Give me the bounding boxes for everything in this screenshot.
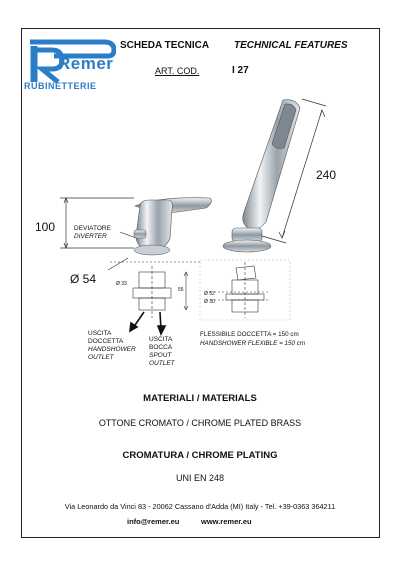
flexible-note-en: HANDSHOWER FLEXIBLE = 150 cm: [200, 340, 306, 347]
article-code: I 27: [232, 65, 249, 76]
materials-value: OTTONE CROMATO / CHROME PLATED BRASS: [98, 418, 302, 428]
diameter-leader: [108, 258, 128, 270]
shower-length-dimension: 240: [316, 168, 337, 182]
spout-it-line2: BOCCA: [149, 344, 173, 351]
plating-title: CROMATURA / CHROME PLATING: [122, 450, 278, 461]
brand-subtitle: RUBINETTERIE: [24, 81, 97, 91]
mixer-photo: [134, 198, 211, 255]
flexible-note: [200, 330, 305, 348]
diverter-label-it: DEVIATORE: [74, 225, 111, 232]
handshower-en-line2: OUTLET: [88, 354, 114, 361]
handshower-it-line2: DOCCETTA: [88, 338, 124, 345]
footer-website[interactable]: www.remer.eu: [201, 517, 252, 526]
title-italian: SCHEDA TECNICA: [120, 40, 210, 51]
diverter-leader: [120, 232, 136, 238]
height-55-mark: 55: [178, 287, 184, 293]
spout-en-line1: SPOUT: [149, 352, 172, 359]
diameter-52-mark: Ø 52: [204, 291, 215, 297]
brand-name: Remer: [58, 54, 114, 73]
materials-title: MATERIALI / MATERIALS: [143, 393, 257, 404]
diverter-label: [74, 225, 111, 241]
spout-en-line2: OUTLET: [149, 360, 175, 367]
diameter-dimension: Ø 54: [70, 272, 97, 286]
footer-email[interactable]: info@remer.eu: [127, 517, 180, 526]
flexible-note-it: FLESSIBILE DOCCETTA = 150 cm: [200, 331, 299, 338]
diameter-33-mark: Ø 33: [116, 281, 127, 287]
handshower-photo: [223, 100, 300, 252]
handshower-outlet-label: [88, 330, 136, 362]
plating-value: UNI EN 248: [175, 473, 225, 483]
handshower-it-line1: USCITA: [88, 330, 112, 337]
height-dimension: 100: [35, 220, 56, 234]
title-english: TECHNICAL FEATURES: [234, 40, 348, 51]
article-label: ART. COD.: [155, 66, 200, 76]
spout-it-line1: USCITA: [149, 336, 173, 343]
spout-outlet-label: [149, 336, 175, 368]
footer-address: Via Leonardo da Vinci 83 - 20062 Cassano d'Adda (MI) Italy - Tel. +39-0363 364211: [64, 502, 336, 511]
diverter-label-en: DIVERTER: [74, 233, 107, 240]
handshower-en-line1: HANDSHOWER: [88, 346, 136, 353]
technical-drawing-left: [110, 262, 200, 318]
diameter-30-mark: Ø 30: [204, 299, 215, 305]
